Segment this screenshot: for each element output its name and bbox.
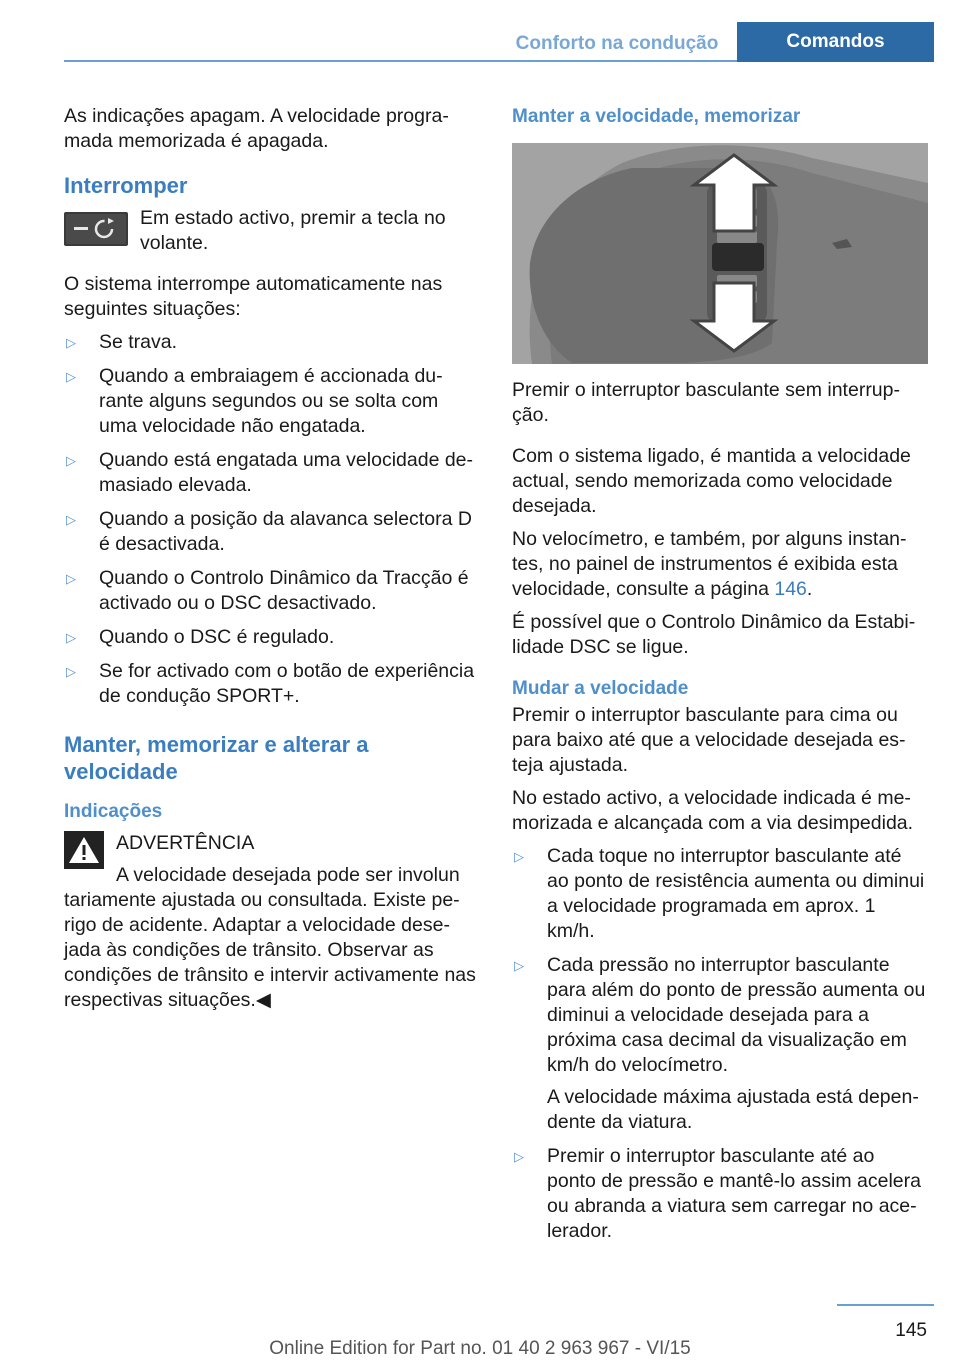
situations-intro: O sistema interrompe automaticamente nas seguintes situações: bbox=[64, 273, 443, 320]
mudar-paragraph-2: No estado activo, a velocidade indicada é memorizada e alcançada com a via desimpedida. bbox=[512, 787, 914, 834]
interromper-heading: Interromper bbox=[64, 173, 188, 198]
list-item: ▷ Quando está engatada uma velocidade demasiado elevada. bbox=[66, 449, 474, 496]
change-speed-list bbox=[512, 844, 928, 1244]
warning-heading: ADVERTÊNCIA bbox=[116, 832, 255, 854]
warning-text: tariamente ajustada ou consultada. Existe perigo de acidente. Adaptar a velocidade desejada às condições de trânsito. Observar as condições de trânsito e intervir activamente nas respectivas situações.◀ bbox=[64, 889, 476, 1011]
cruise-control-button-icon bbox=[64, 212, 128, 246]
list-item: ▷ Premir o interruptor basculante até ao ponto de pressão e mantê-lo assim acelera ou abranda a viatura sem carregar no acelerador. bbox=[514, 1145, 921, 1242]
steering-wheel-rocker-switch-image bbox=[512, 143, 928, 364]
memorizar-heading: Manter a velocidade, memorizar bbox=[512, 106, 801, 127]
footer-rule bbox=[837, 1304, 934, 1306]
intro-paragraph: As indicações apagam. A velocidade programada memorizada é apagada. bbox=[64, 105, 449, 152]
list-item: ▷ Cada pressão no interruptor basculante para além do ponto de pressão aumenta ou diminui a velocidade desejada para a próxima casa decimal da visualização em km/h do velocímetro. A velocidade máxima ajustada está dependente da viatura. bbox=[512, 953, 928, 1135]
bullet-triangle-icon: ▷ bbox=[514, 849, 524, 864]
list-item: ▷ Quando o DSC é regulado. bbox=[66, 626, 335, 648]
left-column bbox=[64, 104, 479, 1013]
page-link[interactable]: 146 bbox=[774, 578, 807, 600]
interromper-icon-text: Em estado activo, premir a tecla no volante. bbox=[140, 207, 446, 254]
list-item: ▷ Se trava. bbox=[66, 331, 178, 353]
bullet-triangle-icon: ▷ bbox=[66, 512, 76, 527]
bullet-triangle-icon: ▷ bbox=[514, 958, 524, 973]
section-tab[interactable]: Conforto na condução bbox=[515, 33, 719, 54]
indicacoes-heading: Indicações bbox=[64, 801, 163, 822]
manter-heading: Manter, memorizar e alterar a velocidade bbox=[64, 732, 369, 784]
memorizar-paragraph-1: Premir o interruptor basculante sem interrupção. bbox=[512, 379, 900, 426]
list-item: ▷ Cada toque no interruptor basculante até ao ponto de resistência aumenta ou diminui a velocidade programada em aprox. 1 km/h. bbox=[514, 845, 925, 942]
warning-block bbox=[64, 831, 479, 1013]
list-item: ▷ Quando o Controlo Dinâmico da Tracção é activado ou o DSC desactivado. bbox=[66, 567, 469, 614]
edition-footer: Online Edition for Part no. 01 40 2 963 967 - VI/15 bbox=[269, 1338, 691, 1359]
chapter-tab[interactable]: Comandos bbox=[737, 22, 934, 62]
memorizar-paragraph-2: Com o sistema ligado, é mantida a velocidade actual, sendo memorizada como velocidade desejada. bbox=[512, 445, 911, 517]
interrupt-situations-list bbox=[64, 330, 479, 709]
memorizar-paragraph-3: No velocímetro, e também, por alguns instantes, no painel de instrumentos é exibida esta velocidade, consulte a página 146. bbox=[512, 528, 907, 600]
list-item: ▷ Quando a embraiagem é accionada durante alguns segundos ou se solta com uma velocidade não engatada. bbox=[66, 365, 443, 437]
interromper-icon-row bbox=[64, 206, 479, 258]
warning-triangle-icon bbox=[64, 831, 104, 869]
mudar-heading: Mudar a velocidade bbox=[512, 678, 689, 699]
bullet-triangle-icon: ▷ bbox=[66, 571, 76, 586]
list-item: ▷ Se for activado com o botão de experiência de condução SPORT+. bbox=[66, 660, 475, 707]
memorizar-paragraph-4: É possível que o Controlo Dinâmico da Estabilidade DSC se ligue. bbox=[512, 611, 916, 658]
mudar-paragraph-1: Premir o interruptor basculante para cima ou para baixo até que a velocidade desejada esteja ajustada. bbox=[512, 704, 906, 776]
bullet-triangle-icon: ▷ bbox=[66, 369, 76, 384]
bullet-triangle-icon: ▷ bbox=[66, 335, 76, 350]
right-column bbox=[512, 104, 928, 1253]
page-number: 145 bbox=[895, 1320, 927, 1341]
bullet-triangle-icon: ▷ bbox=[514, 1149, 524, 1164]
warning-text-first: A velocidade desejada pode ser involun bbox=[116, 864, 460, 886]
list-item: ▷ Quando a posição da alavanca selectora D é desactivada. bbox=[66, 508, 472, 555]
list-item-note: A velocidade máxima ajustada está dependente da viatura. bbox=[547, 1086, 919, 1133]
bullet-triangle-icon: ▷ bbox=[66, 664, 76, 679]
bullet-triangle-icon: ▷ bbox=[66, 630, 76, 645]
bullet-triangle-icon: ▷ bbox=[66, 453, 76, 468]
